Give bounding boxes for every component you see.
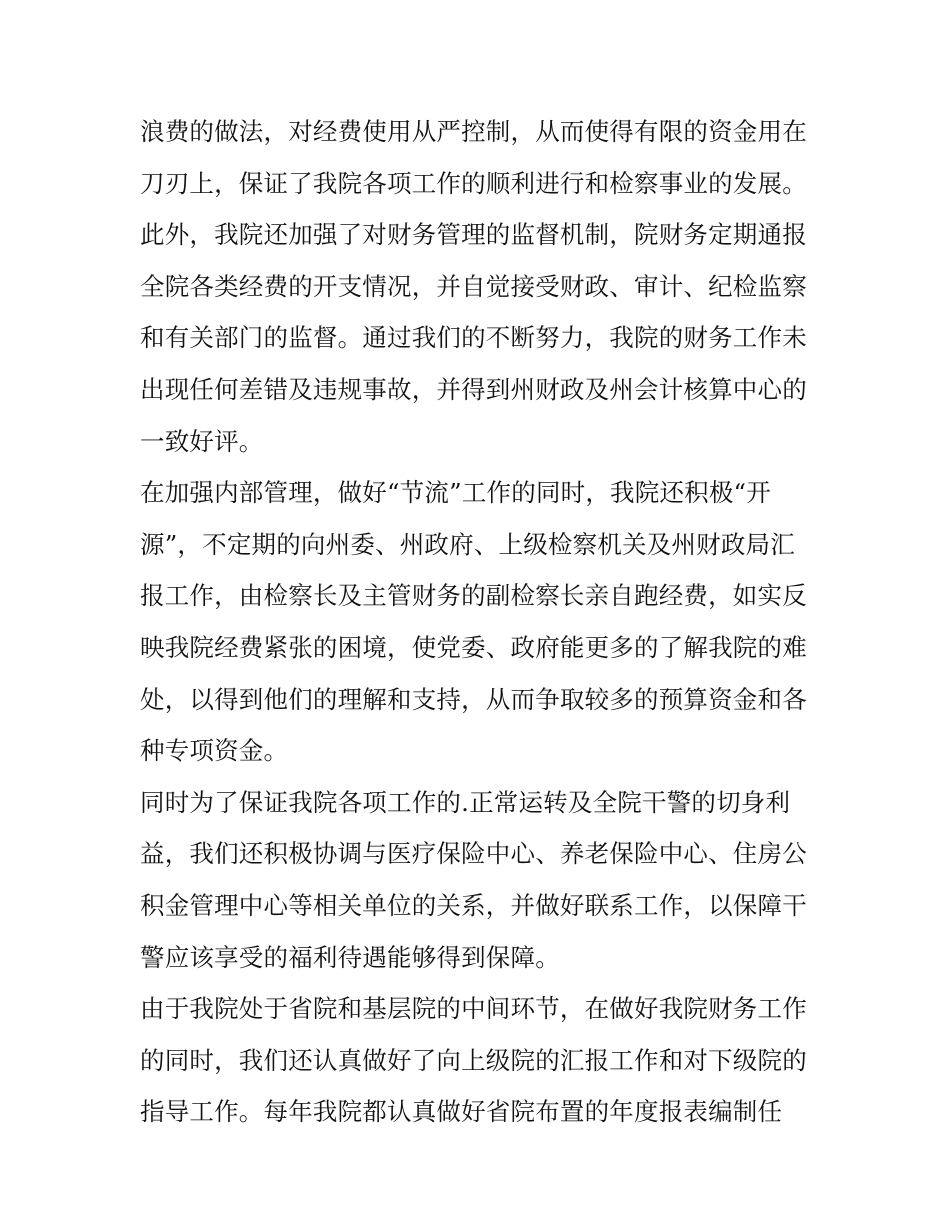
text-line: 刀刃上，保证了我院各项工作的顺利进行和检察事业的发展。 [140,168,807,198]
text-line: 此外，我院还加强了对财务管理的监督机制，院财务定期通报 [140,220,807,250]
text-line: 由于我院处于省院和基层院的中间环节，在做好我院财务工作 [140,994,807,1024]
text-line: 一致好评。 [140,426,264,456]
text-line: 积金管理中心等相关单位的关系，并做好联系工作，以保障干 [140,890,807,920]
text-line: 在加强内部管理，做好“节流”工作的同时，我院还积极“开 [140,478,771,508]
text-line: 同时为了保证我院各项工作的.正常运转及全院干警的切身利 [140,787,791,817]
text-line: 处，以得到他们的理解和支持，从而争取较多的预算资金和各 [140,684,807,714]
text-line: 益，我们还积极协调与医疗保险中心、养老保险中心、住房公 [140,839,807,869]
text-line: 映我院经费紧张的困境，使党委、政府能更多的了解我院的难 [140,632,807,662]
body-text [140,106,820,1138]
text-line: 种专项资金。 [140,736,289,766]
text-line: 全院各类经费的开支情况，并自觉接受财政、审计、纪检监察 [140,271,807,301]
text-line: 浪费的做法，对经费使用从严控制，从而使得有限的资金用在 [140,117,807,146]
text-line: 报工作，由检察长及主管财务的副检察长亲自跑经费，如实反 [140,581,807,611]
text-line: 的同时，我们还认真做好了向上级院的汇报工作和对下级院的 [140,1045,807,1075]
text-line: 源”，不定期的向州委、州政府、上级检察机关及州财政局汇 [140,529,795,559]
text-line: 警应该享受的福利待遇能够得到保障。 [140,942,560,972]
text-line: 出现任何差错及违规事故，并得到州财政及州会计核算中心的 [140,374,807,404]
text-line: 和有关部门的监督。通过我们的不断努力，我院的财务工作未 [140,323,807,353]
text-line: 指导工作。每年我院都认真做好省院布置的年度报表编制任 [140,1097,783,1127]
